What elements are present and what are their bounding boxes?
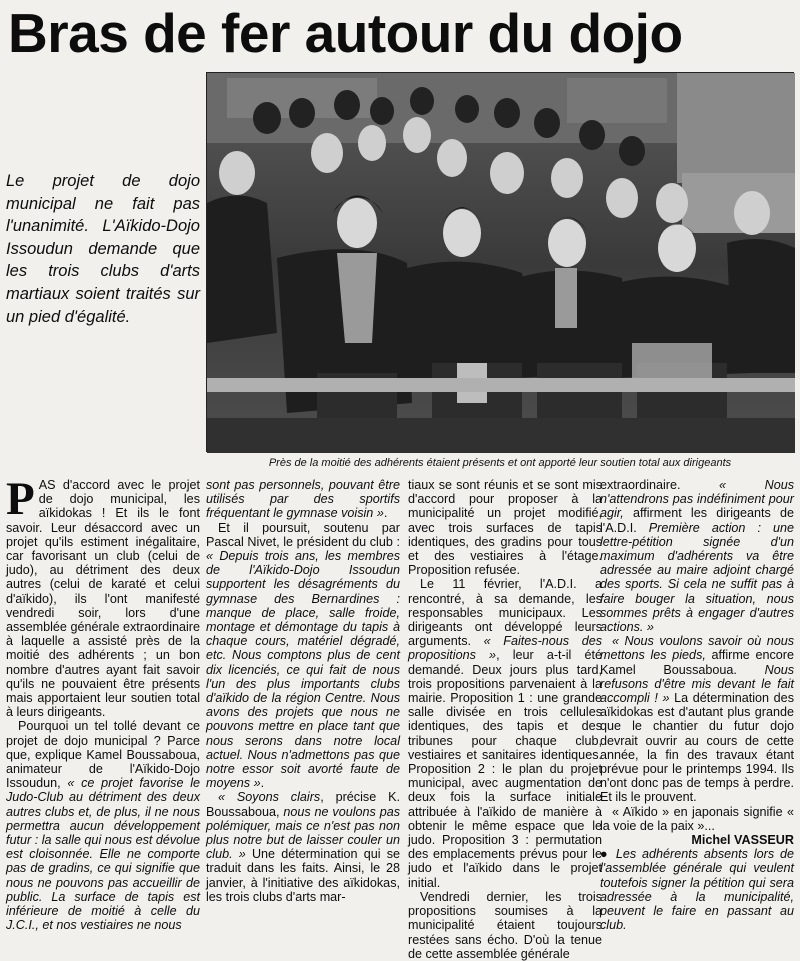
quote-text: « Faites-nous des propositions » [408, 634, 603, 663]
quote-text: « Nous n'attendrons pas indéfiniment pour agir, [600, 478, 794, 521]
quote-text: Nous refusons d'être mis devant le fait accompli ! » [600, 662, 794, 706]
paragraph-text: Le 11 février, l'A.D.I. a rencontré, à sa demande, les responsables municipaux. Les dirigeants ont développé leurs arguments. [408, 577, 602, 649]
paragraph-text: affirment les dirigeants de l'A.D.I. [600, 506, 794, 535]
paragraph-text: . [383, 506, 388, 521]
article-column-1 [6, 473, 200, 933]
group-photo [206, 72, 794, 452]
quote-text: « Nous voulons savoir où nous mettons les pieds, [600, 634, 794, 663]
paragraph-text: . [260, 776, 265, 791]
paragraph [408, 478, 602, 577]
paragraph-text: Vendredi dernier, les trois propositions soumises à la municipalité étaient toujours restées sans écho. D'où la tenue de cette assemblée générale [408, 889, 602, 961]
footnote-text: Les adhérents absents lors de l'assemblée générale qui veulent toutefois signer la pétition qui sera adressée à la municipalité, peuvent le faire en passant au club. [600, 847, 794, 933]
author-signature: Michel VASSEUR [691, 833, 794, 848]
quote-text: « Soyons clairs [218, 790, 321, 805]
quote-text: Première action : une lettre-pétition signée d'un maximum d'adhérents va être adressée au maire adjoint chargé des sports. Si cela ne suffit pas à faire bouger la situation, nous sommes prêts à engager d'autres actions. » [600, 520, 794, 635]
group-photo-image [207, 73, 795, 453]
paragraph [408, 890, 602, 961]
paragraph-text: extraordinaire. [600, 478, 720, 492]
paragraph-text: Une détermination qui se traduit dans les faits. Ainsi, le 28 janvier, à l'initiative des aïkidokas, les trois clubs d'arts mar- [206, 847, 400, 904]
article-column-4 [600, 478, 794, 933]
paragraph-text: tiaux se sont réunis et se sont mis d'accord pour proposer à la municipalité un projet modifié, avec trois surfaces de tapis identiques, des gradins pour tous et des vestiaires à l'étage. Proposition refusée. [408, 478, 602, 578]
paragraph [6, 473, 200, 720]
photo-caption: Près de la moitié des adhérents étaient présents et ont apporté leur soutien total aux dirigeants [268, 457, 732, 469]
paragraph-text: affirme encore Kamel Boussaboua. [600, 648, 794, 677]
paragraph [206, 521, 400, 791]
dropcap: P [6, 473, 35, 525]
paragraph-text: « Aïkido » en japonais signifie « la voie de la paix »... [600, 804, 794, 833]
paragraph-text: La détermination des aïkidokas est d'autant plus grande que le chantier du futur dojo devrait ouvrir au cours de cette année, la fin des travaux étant prévue pour le printemps 1994. Ils n'ont donc pas de temps à perdre. Et ils le prouvent. [600, 691, 794, 805]
headline: Bras de fer autour du dojo [8, 2, 683, 64]
quote-text: sont pas personnels, pouvant être utilisés par des sportifs fréquentant le gymnase voisin » [206, 478, 400, 521]
bullet-icon: ● [600, 847, 610, 862]
footnote [600, 847, 794, 932]
quote-text: « ce projet favorise le Judo-Club au détriment des deux autres clubs et, de plus, il ne nous permettra aucun développement futur : la salle qui nous est dévolue est cloisonnée. Elle ne comporte pas de gradins, ce qui signifie que nous ne pouvons pas accueillir de public. La surface de tapis est inférieure de moitié à celle du J.C.I., et nos vestiaires ne nous [6, 776, 200, 933]
paragraph [600, 805, 794, 833]
paragraph [600, 634, 794, 804]
paragraph-text: AS d'accord avec le projet de dojo municipal, les aïkidokas ! Et ils le font savoir. Leur désaccord avec un projet qu'ils estiment inégalitaire, car favorisant un club (celui de judo), au détriment des deux autres (celui de karaté et celui d'aïkido), ils l'ont manifesté vendredi soir, lors d'une assemblée générale extraordinaire à laquelle a assisté près de la moitié des adhérents ; un bon nombre d'autres ayant fait savoir qu'ils ne pouvaient être présents mais apportaient leur soutien total à leurs dirigeants. [6, 478, 200, 720]
paragraph [206, 478, 400, 521]
article-column-2 [206, 478, 400, 906]
paragraph [206, 790, 400, 904]
quote-text: « Depuis trois ans, les membres de l'Aïkido-Dojo Issoudun supportent les désagréments du gymnase des Bernardines : manque de place, salle froide, montage et démontage du tapis à chaque cours, matériel dégradé, etc. Nous comptons plus de cent dix licenciés, ce qui fait de nous l'un des plus importants clubs d'aïkido de la région Centre. Nous avons des projets que nous ne pouvons mettre en place tant que nous serons dans notre local actuel. Nous n'admettons pas que notre essor soit avorté faute de moyens » [206, 549, 400, 791]
paragraph [600, 478, 794, 634]
paragraph-text: , leur a-t-il été demandé. Deux jours plus tard, trois propositions parvenaient à la mairie. Proposition 1 : une grande salle divisée en trois cellules identiques, des tapis et des tribunes pour chaque club, vestiaires et sanitaires identiques. Proposition 2 : le plan du projet municipal, avec augmentation de deux fois la surface initiale attribuée à l'aïkido de manière à obtenir le même espace que le judo. Proposition 3 : permutation des emplacements prévus pour le judo et l'aïkido dans le projet initial. [408, 648, 602, 890]
paragraph-text: Et il poursuit, soutenu par Pascal Nivet, le président du club : [206, 520, 400, 549]
paragraph [6, 719, 200, 932]
paragraph-text: Pourquoi un tel tollé devant ce projet de dojo municipal ? Parce que, explique Kamel Boussaboua, animateur de l'Aïkido-Dojo Issoudun, [6, 719, 200, 791]
quote-text: nous ne voulons pas polémiquer, mais ce n'est pas non plus notre but de laisser couler un club. » [206, 804, 400, 862]
article-column-3 [408, 478, 603, 961]
paragraph [408, 577, 602, 889]
paragraph-text: , précise K. Boussaboua, [206, 790, 400, 819]
lede: Le projet de dojo municipal ne fait pas l'unanimité. L'Aïkido-Dojo Issoudun demande que les trois clubs d'arts martiaux soient traités sur un pied d'égalité. [6, 172, 200, 326]
